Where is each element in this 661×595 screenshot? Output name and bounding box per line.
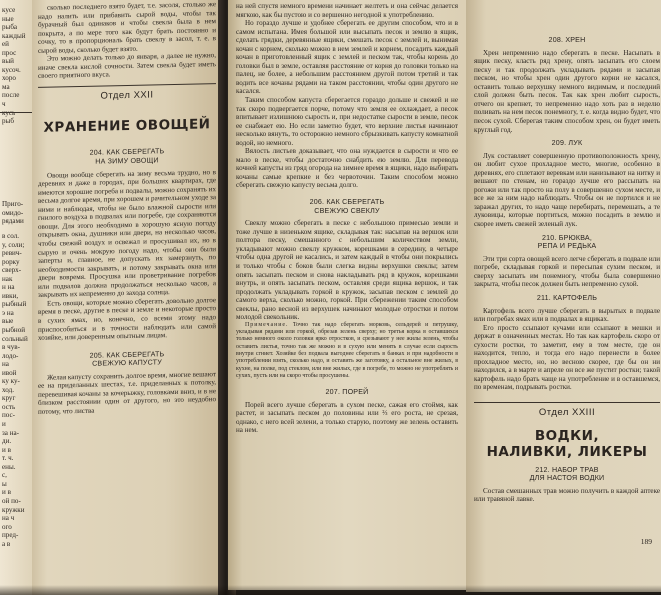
edge-fragment: ку ку- (2, 377, 20, 386)
paragraph: Порей всего лучше сберегать в сухом песке, сажая его стоймя, как растет, и засыпать песком до половины или ⅔ его роста, не срезая, однако, с него всей зелени, а только старую, поэтому же зелень оставить на нем. (236, 400, 458, 435)
paragraph: Состав смешанных трав можно получить в каждой аптеке или травяной лавке. (474, 486, 660, 504)
paragraph: Его просто ссыпают кучами или ссыпают в мешки и держат в означенных местах. Но так как картофель скоро от сухости ростки, то заметит, ему в том месте, где он находится, тепло, и тогда его надо перенести в более прохладное место, но, но весною скорее, где бы он ни находился, а в марте и апреле он все же пустит ростки; такой картофель надо брать чаще на употребление и в оставшемся, по временам, подрывать ростки. (474, 323, 660, 392)
footnote-label: Примечание. (245, 321, 289, 328)
section-title-line: СВЕЖУЮ КАПУСТУ (92, 358, 162, 368)
section-title-line: 212. НАБОР ТРАВ (535, 465, 599, 474)
edge-fragments-top (2, 6, 32, 126)
edge-fragment: рыба (2, 23, 18, 32)
chapter-title-line: НАЛИВКИ, ЛИКЕРЫ (486, 443, 648, 460)
paragraph: Эти три сорта овощей всего легче сберегать в подвале или погребе, складывая горкой и пересыпая сухим песком, и сверху засыпать им понемногу, чтобы была совершенно закрыта, чтобы песок должен быть непременно сухой. (474, 254, 660, 289)
section-title (38, 147, 216, 168)
edge-fragment: пред- (2, 531, 19, 540)
paragraph: Лук составляет совершенную противоположность хрену, он любит сухое прохладное место, многие, особенно в деревнях, его сплетают веревкам или нанизывают на нитку и вешают по стенам, но гораздо лучше его рассыпать на рогожи или так просто на полу в совершенно сухом месте, и все же за ним надо наблюдать. Чтобы он не портился и не заражал других, то надо чаще перебирать, перемешать, а те луковицы, которые портиться, можно посадить в землю и скорее иметь свежей зеленый лук. (474, 151, 660, 229)
edge-fragment: ость (2, 402, 16, 411)
edge-fragment: ход. (2, 385, 15, 394)
edge-fragment: э на (2, 308, 14, 317)
edge-fragment: Приго- (2, 200, 24, 208)
paragraph: Хрен непременно надо сберегать в песке. Насыпать в ящик песку, класть ряд хрену, опять засыпать его слоем песку и так продолжать укладывать рядами и засыпая песком, но чтобы хрен один другого корни не касался, оставить только верхушку немного видимым, и последний слой должен быть песок. Так как хрен любит сырость, отчего он крепнет, то непременно надо хоть раз в неделю поливать на нем песок понемногу, т. е. когда видно будет, что песок сухой. Сберегая таким способом хрен, он будет иметь круглый год. (474, 48, 660, 134)
edge-fragment: круг (2, 394, 16, 403)
edge-fragment: ные (2, 14, 14, 23)
paragraph: Вялость листьев доказывает, что она нуждается в сырости и что ее мало в песке, чтобы достаточно снабдить ею землю. Для перевода кочней капусты из гряд огорода на зимнее время в ящики, надо выбирать кочаны самые крепкие и без червоточин. Таким способом можно сберегать свежую капусту весьма долго. (236, 147, 458, 190)
edge-fragment: кружки (2, 505, 25, 514)
right-text-column (474, 36, 660, 504)
edge-fragment: рыб (2, 117, 14, 126)
edge-fragment: на (2, 360, 9, 369)
edge-fragment: в сол. (2, 232, 20, 240)
edge-fragment: ивки, (2, 291, 19, 300)
edge-fragment: рыбной (2, 326, 26, 335)
edge-fragment: сольный (2, 334, 28, 343)
edge-fragment: а в (2, 539, 11, 548)
edge-fragment: после (2, 91, 20, 100)
edge-fragment: ди. (2, 437, 12, 446)
center-page (228, 0, 466, 590)
edge-fragment: ма (2, 82, 10, 91)
section-title-line: 204. КАК СБЕРЕГАТЬ (89, 147, 165, 158)
edge-fragment: и в (2, 445, 11, 454)
edge-fragment: каждый ей (2, 31, 26, 49)
edge-fragment: ены. (2, 462, 16, 471)
edge-fragment: пос- (2, 411, 16, 420)
chapter-title-line: ВОДКИ, (534, 427, 600, 444)
edge-fragment: омидо- (2, 208, 24, 217)
section-title-line: НА ЗИМУ ОВОЩИ (95, 156, 159, 166)
edge-fragment: в чув- (2, 343, 20, 352)
edge-fragment: ивой (2, 368, 17, 377)
edge-fragment: ч (2, 100, 6, 109)
paragraph: сколько последнего взято будет, т.е. засоля, столько же надо налить или прибавить сырой воды, чтобы так бурачный был одинаков и чтобы свекла была в нем покрыта, а по мере того как будут брать постоянно и сочку, то в пропорциональ брать свеклу в засол, т. е. в сырой воды, сколько будет взято. (38, 0, 216, 55)
page-bottom-shadow (0, 585, 661, 595)
paragraph: Овощи вообще сберегать на зиму весьма трудно, но в деревнях и даже в городах, при больших квартирах, где имеются хорошие погреба и подвалы, можно сохранять их весьма долгое время, при хорошем и рачительном уходе за ними и наблюдая, чтобы не было влажной сырости или гнилого воздуха в подвалах или погребе, где сохраняются овощи. Для этого необходимо в хорошую ясную погоду открывать окна, душники или двери, на несколько часов, чтобы свежий воздух и освежал и просушивал их, но в сырую и очень мокрую погоду надо, чтобы они были заперты и, главное, не допускать их замерзнуть, по необходимости закрывать, и потому закрывать окна или двери вовремя. Просушка или проветривание погребов или подвалов должна продолжаться несколько часов, а закрывать их непременно до захода солнца. (38, 167, 216, 300)
edge-fragments-lower (2, 232, 32, 548)
edge-fragment: т. ч. (2, 454, 14, 463)
left-text-column (38, 0, 216, 416)
edge-fragment: кусь (2, 108, 16, 117)
paragraph: Картофель всего лучше сберегать в вырытых в подвале или погребах ямах или в подвалах в ящиках. (474, 306, 660, 324)
section-title: 211. КАРТОФЕЛЬ (536, 293, 598, 302)
edge-fragment: хоро (2, 74, 16, 83)
section-title: 209. ЛУК (551, 139, 583, 148)
edge-fragment: ой по- (2, 496, 21, 505)
footnote-text: Точно так надо сберегать морковь, сельдерей и петрушку, укладывая рядами или горкой, обрезав зелень сверху; но третья корка в оставшихся только немного около головки ярко отростков, и срезывают у нее жилы зелень, чтобы оставить листья, точно так же можно и в сухую или менять в случае если сырость внутри сгниет. Хозяйке без подвала выгоднее сберегать в банках и при надобности в употреблении взять, сколько надо, и оставить же заготовку, а остальное вне жилых, в кухне, на полке, под стеклом, или вне жилых, где в погребе, то можно не употреблять и сухих, пусть или на скоро чтобы просушены. (236, 321, 458, 379)
section-title (474, 234, 660, 251)
section-title (38, 349, 216, 370)
chapter-title (474, 428, 660, 460)
edge-fragment: у, соли; (2, 240, 25, 249)
edge-rule (0, 112, 34, 168)
paragraph: Но гораздо лучше и удобнее сберегать ее другим способом, что и в самом испытана. Имея большой или высыпать песок и землю в ящик, сделать грядки, деревянные ящики, смешать песок с землей и, вынимая кочан с корнем, сколько можно в нем землей и корнем, посадить каждый кочан в приготовленный ящик с землей и песком так, чтобы корень до головки был в земле, оставляя расстояние от корня до головки только на палец, не более, а небольшим расстоянием другой потом третий и так водить все кочаны рядами на таком расстоянии, чтобы один другого не касался. (236, 19, 458, 96)
section-title-line: РЕПА И РЕДЬКА (537, 242, 597, 251)
paragraph: на ней спустя немного времени начинает желтеть и она сейчас делается мягкою, как бы пустою и со вершенно негодной к употреблению. (236, 2, 458, 19)
edge-fragment: на ч (2, 514, 15, 523)
edge-fragments-middle (2, 200, 32, 226)
paragraph: Есть овощи, которые можно сберегать довольно долгое время в песке, другие в песке и земле и некоторые просто в сухих ямах, но, конечно, со всеми этому надо приспособиться и в точности наблюдать или самой хозяйке, или доверенным опытным лицам. (38, 296, 216, 342)
edge-fragment: вые (2, 317, 14, 326)
section-title: 207. ПОРЕЙ (325, 388, 369, 397)
section-title: 208. ХРЕН (548, 36, 586, 44)
section-title-line: СВЕЖУЮ СВЕКЛУ (314, 206, 380, 215)
section-divider (474, 402, 660, 403)
chapter-title: ХРАНЕНИЕ ОВОЩЕЙ (43, 116, 211, 137)
edge-fragment: вый кусоч. (2, 57, 21, 74)
paragraph: Желая капусту сохранить долгое время, многие вешают ее на приделанных шестах, т.е. приделанных к потолку, перевешивая кочаны за кочерыжку, головками вниз, и в не близком расстоянии один от другого, но это неудобно потому, что листва (38, 369, 216, 416)
edge-fragment: с, (2, 471, 7, 480)
section-title-line: 205. КАК СБЕРЕГАТЬ (89, 349, 165, 360)
edge-fragment: прос (2, 48, 17, 57)
paragraph: Таким способом капуста сберегается гораздо дольше и свежей и не так скоро подвергается порче, потому что земля ее охлаждает, а песок впитывает излишнюю сырость и, при недостатке сырости в земле, песок ее снабжает ею. Но если заметно будет, что верхние листья начинают несколько вянуть, то осторожно немного сбрызкивать капусту комнатной водой, но немного. (236, 96, 458, 147)
edge-fragment: сверх- (2, 266, 22, 275)
paragraph: Свеклу можно сберегать в песке с небольшою примесью земли и тоже лучше в низеньком ящике, складывая так: насыпав на вершок или полтора песку, смешанного с небольшим количеством земли, укладывают можно свеклу кружком, корешками в середину, в четыре чтобы одна другой не касались, и затем каждый в чтобы они покрылись и только чтобы с боков были слегка видны верхушки свеклы; затем опять засыпать песком и снова накладывать ряд в кружок, корешками внутрь, и опять засыпать песком, оставляя среди ящика вершок, и так продолжать укладывать горкой в кружок, засыпав песком с землей до самого верха, сколько можно, горкой. При сбережении таким способом свеклы, рано весной из верхушек начинают молодые отростки и потом молодой свекольник. (236, 219, 458, 322)
page-number: 189 (640, 537, 652, 546)
edge-fragment: нак (2, 274, 13, 283)
center-text-column (236, 2, 458, 435)
edge-fragment: лодо- (2, 351, 19, 360)
department-heading: Отдел XXIII (538, 407, 596, 419)
department-heading: Отдел XXII (100, 89, 154, 102)
section-title-line: 210. БРЮКВА, (541, 233, 593, 242)
paragraph: Это можно делать только до января, а далее не нужно, иначе свекла кислой сочности. Затем свекла будет иметь своего приятного вкуса. (38, 51, 216, 81)
right-page (466, 0, 661, 592)
edge-fragment: ревич- (2, 249, 22, 258)
section-divider (38, 83, 216, 88)
footnote (236, 322, 458, 380)
left-page (32, 0, 222, 595)
edge-fragment: н на (2, 283, 15, 292)
section-title-line: 206. КАК СБЕРЕГАТЬ (309, 198, 385, 207)
section-title-line: ДЛЯ НАСТОЯ ВОДКИ (529, 474, 605, 483)
section-title (236, 198, 458, 215)
edge-fragment: и в (2, 488, 11, 497)
edge-fragment: за на- (2, 428, 20, 437)
edge-fragment: рядами (2, 217, 24, 226)
edge-fragment: ы (2, 479, 7, 488)
edge-fragment: рыбный (2, 300, 27, 309)
section-title (474, 466, 660, 483)
edge-fragment: рорку (2, 257, 20, 266)
edge-fragment: и (2, 420, 6, 429)
edge-fragment: ого (2, 522, 12, 531)
edge-fragment: кусе (2, 6, 16, 14)
